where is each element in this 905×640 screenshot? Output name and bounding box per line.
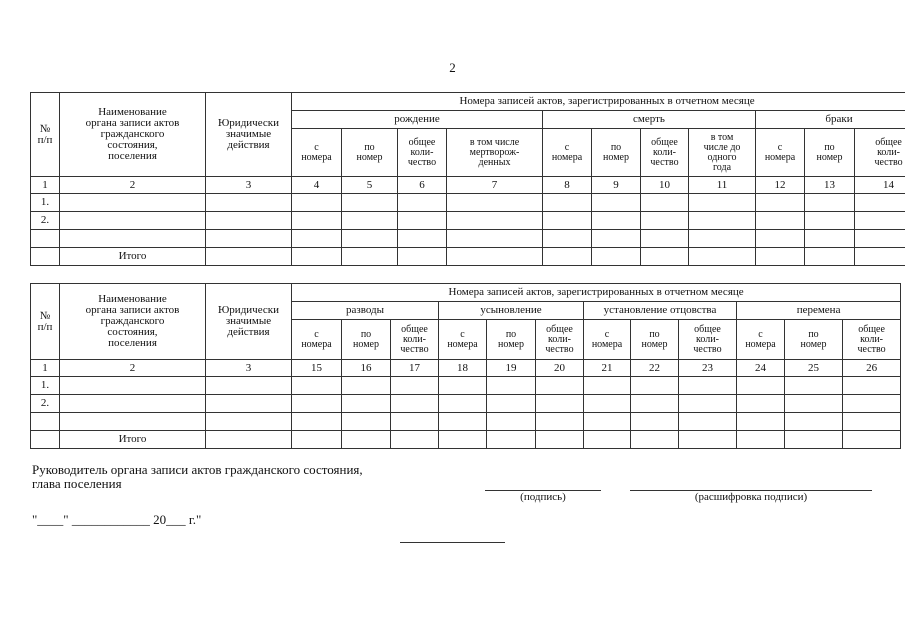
subheader-cell: с номера <box>439 320 487 360</box>
subheader-cell: с номера <box>543 129 592 177</box>
input-cell[interactable] <box>292 230 342 248</box>
subheader-cell: с номера <box>292 320 342 360</box>
column-number-cell: 3 <box>206 177 292 194</box>
input-cell[interactable] <box>584 395 631 413</box>
column-number-cell: 12 <box>756 177 805 194</box>
table-row <box>31 395 901 413</box>
subheader-cell: в том числе до одного года <box>689 129 756 177</box>
input-cell[interactable] <box>689 248 756 266</box>
input-cell[interactable] <box>60 212 206 230</box>
input-cell[interactable] <box>342 230 398 248</box>
input-cell[interactable] <box>785 431 843 449</box>
subheader-cell: по номер <box>592 129 641 177</box>
input-cell[interactable] <box>487 431 536 449</box>
input-cell[interactable] <box>342 413 391 431</box>
input-cell[interactable] <box>292 212 342 230</box>
column-number-cell: 5 <box>342 177 398 194</box>
column-number-cell: 13 <box>805 177 855 194</box>
column-number-cell: 24 <box>737 360 785 377</box>
input-cell[interactable] <box>60 413 206 431</box>
input-cell[interactable] <box>398 194 447 212</box>
input-cell[interactable] <box>756 230 805 248</box>
subheader-cell: по номер <box>631 320 679 360</box>
input-cell[interactable] <box>689 230 756 248</box>
input-cell[interactable] <box>737 413 785 431</box>
column-number-cell: 4 <box>292 177 342 194</box>
input-cell[interactable] <box>439 395 487 413</box>
column-number-cell: 1 <box>31 360 60 377</box>
total-label: Итого <box>60 431 206 449</box>
signatory-title: Руководитель органа записи актов гражданского состояния, глава поселения <box>32 462 363 491</box>
input-cell[interactable] <box>31 431 60 449</box>
column-number-cell: 17 <box>391 360 439 377</box>
input-cell[interactable] <box>679 377 737 395</box>
input-cell[interactable] <box>805 248 855 266</box>
input-cell[interactable] <box>592 194 641 212</box>
subheader-cell: по номер <box>785 320 843 360</box>
total-row <box>31 431 901 449</box>
input-cell[interactable] <box>631 377 679 395</box>
input-cell[interactable] <box>756 194 805 212</box>
input-cell[interactable] <box>785 395 843 413</box>
input-cell[interactable] <box>398 212 447 230</box>
input-cell[interactable] <box>855 230 905 248</box>
column-number-cell: 2 <box>60 177 206 194</box>
input-cell[interactable] <box>805 230 855 248</box>
input-cell[interactable] <box>206 194 292 212</box>
column-number-cell: 11 <box>689 177 756 194</box>
input-cell[interactable] <box>206 431 292 449</box>
subheader-cell: с номера <box>737 320 785 360</box>
input-cell[interactable] <box>292 395 342 413</box>
input-cell[interactable] <box>855 194 905 212</box>
group-header-divorce: разводы <box>292 302 439 320</box>
input-cell[interactable] <box>543 194 592 212</box>
row-number: 2. <box>31 212 60 230</box>
subheader-cell: общее коли- чество <box>391 320 439 360</box>
subheader-cell: общее коли- чество <box>855 129 905 177</box>
stamp-line <box>400 542 505 543</box>
input-cell[interactable] <box>584 413 631 431</box>
input-cell[interactable] <box>487 395 536 413</box>
input-cell[interactable] <box>855 212 905 230</box>
table-row <box>31 194 905 212</box>
input-cell[interactable] <box>60 230 206 248</box>
input-cell[interactable] <box>206 248 292 266</box>
input-cell[interactable] <box>592 230 641 248</box>
row-number: 2. <box>31 395 60 413</box>
column-number-cell: 9 <box>592 177 641 194</box>
column-number-cell: 7 <box>447 177 543 194</box>
input-cell[interactable] <box>855 248 905 266</box>
subheader-cell: по номер <box>487 320 536 360</box>
header-row <box>31 284 901 302</box>
input-cell[interactable] <box>689 212 756 230</box>
column-number-cell: 1 <box>31 177 60 194</box>
input-cell[interactable] <box>843 431 901 449</box>
input-cell[interactable] <box>447 248 543 266</box>
column-number-cell: 15 <box>292 360 342 377</box>
input-cell[interactable] <box>447 194 543 212</box>
col-header-number: № п/п <box>31 93 60 177</box>
input-cell[interactable] <box>543 248 592 266</box>
input-cell[interactable] <box>689 194 756 212</box>
input-cell[interactable] <box>292 413 342 431</box>
group-header-marriage: браки <box>756 111 905 129</box>
row-number <box>31 413 60 431</box>
input-cell[interactable] <box>679 431 737 449</box>
input-cell[interactable] <box>536 413 584 431</box>
column-number-cell: 20 <box>536 360 584 377</box>
acts-table-divorces-adoptions-paternity-changes <box>30 283 901 449</box>
input-cell[interactable] <box>60 395 206 413</box>
input-cell[interactable] <box>543 230 592 248</box>
subheader-cell: общее коли- чество <box>843 320 901 360</box>
input-cell[interactable] <box>487 413 536 431</box>
input-cell[interactable] <box>398 248 447 266</box>
column-number-cell: 26 <box>843 360 901 377</box>
input-cell[interactable] <box>391 395 439 413</box>
group-header-adoption: усыновление <box>439 302 584 320</box>
input-cell[interactable] <box>391 431 439 449</box>
column-number-cell: 19 <box>487 360 536 377</box>
input-cell[interactable] <box>641 248 689 266</box>
date-field[interactable]: "____" ____________ 20___ г." <box>32 512 202 527</box>
input-cell[interactable] <box>785 413 843 431</box>
input-cell[interactable] <box>679 413 737 431</box>
input-cell[interactable] <box>536 377 584 395</box>
subheader-cell: общее коли- чество <box>679 320 737 360</box>
input-cell[interactable] <box>487 377 536 395</box>
table-row <box>31 377 901 395</box>
header-row <box>31 93 905 111</box>
col-header-organization: Наименование органа записи актов гражданского состояния, поселения <box>60 93 206 177</box>
column-number-cell: 3 <box>206 360 292 377</box>
input-cell[interactable] <box>342 248 398 266</box>
input-cell[interactable] <box>543 212 592 230</box>
subheader-cell: общее коли- чество <box>641 129 689 177</box>
subheader-cell: с номера <box>584 320 631 360</box>
input-cell[interactable] <box>292 194 342 212</box>
total-row <box>31 248 905 266</box>
acts-table-births-deaths-marriages <box>30 92 905 266</box>
input-cell[interactable] <box>756 248 805 266</box>
input-cell[interactable] <box>391 413 439 431</box>
input-cell[interactable] <box>206 413 292 431</box>
input-cell[interactable] <box>391 377 439 395</box>
input-cell[interactable] <box>447 212 543 230</box>
table-row <box>31 212 905 230</box>
input-cell[interactable] <box>641 230 689 248</box>
col-header-records-span: Номера записей актов, зарегистрированных в отчетном месяце <box>292 93 905 111</box>
total-label: Итого <box>60 248 206 266</box>
column-number-cell: 25 <box>785 360 843 377</box>
input-cell[interactable] <box>342 377 391 395</box>
input-cell[interactable] <box>592 212 641 230</box>
subheader-cell: общее коли- чество <box>398 129 447 177</box>
group-header-change: перемена <box>737 302 901 320</box>
input-cell[interactable] <box>206 395 292 413</box>
page-number: 2 <box>449 60 456 75</box>
input-cell[interactable] <box>536 431 584 449</box>
input-cell[interactable] <box>641 194 689 212</box>
input-cell[interactable] <box>756 212 805 230</box>
signature-caption: (подпись) <box>520 491 566 503</box>
input-cell[interactable] <box>342 395 391 413</box>
input-cell[interactable] <box>398 230 447 248</box>
input-cell[interactable] <box>641 212 689 230</box>
input-cell[interactable] <box>631 395 679 413</box>
input-cell[interactable] <box>206 377 292 395</box>
input-cell[interactable] <box>584 377 631 395</box>
input-cell[interactable] <box>439 431 487 449</box>
col-header-actions: Юридически значимые действия <box>206 284 292 360</box>
subheader-cell: по номер <box>342 129 398 177</box>
input-cell[interactable] <box>536 395 584 413</box>
column-number-cell: 18 <box>439 360 487 377</box>
subheader-cell: по номер <box>342 320 391 360</box>
input-cell[interactable] <box>843 377 901 395</box>
table-row <box>31 230 905 248</box>
input-cell[interactable] <box>292 248 342 266</box>
col-header-records-span: Номера записей актов, зарегистрированных в отчетном месяце <box>292 284 901 302</box>
input-cell[interactable] <box>805 194 855 212</box>
input-cell[interactable] <box>805 212 855 230</box>
input-cell[interactable] <box>439 413 487 431</box>
subheader-cell: с номера <box>756 129 805 177</box>
input-cell[interactable] <box>439 377 487 395</box>
input-cell[interactable] <box>31 248 60 266</box>
input-cell[interactable] <box>60 194 206 212</box>
input-cell[interactable] <box>631 413 679 431</box>
group-header-birth: рождение <box>292 111 543 129</box>
group-header-paternity: установление отцовства <box>584 302 737 320</box>
column-number-cell: 23 <box>679 360 737 377</box>
signature-decoding-caption: (расшифровка подписи) <box>694 491 808 503</box>
subheader-cell: с номера <box>292 129 342 177</box>
input-cell[interactable] <box>631 431 679 449</box>
col-header-number: № п/п <box>31 284 60 360</box>
input-cell[interactable] <box>292 431 342 449</box>
col-header-actions: Юридически значимые действия <box>206 93 292 177</box>
input-cell[interactable] <box>737 377 785 395</box>
col-header-organization: Наименование органа записи актов гражданского состояния, поселения <box>60 284 206 360</box>
column-number-row <box>31 177 905 194</box>
column-number-cell: 6 <box>398 177 447 194</box>
input-cell[interactable] <box>447 230 543 248</box>
column-number-cell: 10 <box>641 177 689 194</box>
input-cell[interactable] <box>342 194 398 212</box>
column-number-row <box>31 360 901 377</box>
column-number-cell: 2 <box>60 360 206 377</box>
subheader-cell: общее коли- чество <box>536 320 584 360</box>
subheader-cell: по номер <box>805 129 855 177</box>
column-number-cell: 14 <box>855 177 905 194</box>
row-number <box>31 230 60 248</box>
column-number-cell: 8 <box>543 177 592 194</box>
input-cell[interactable] <box>60 377 206 395</box>
input-cell[interactable] <box>584 431 631 449</box>
input-cell[interactable] <box>737 431 785 449</box>
row-number: 1. <box>31 377 60 395</box>
column-number-cell: 22 <box>631 360 679 377</box>
column-number-cell: 21 <box>584 360 631 377</box>
input-cell[interactable] <box>206 212 292 230</box>
input-cell[interactable] <box>342 431 391 449</box>
input-cell[interactable] <box>679 395 737 413</box>
input-cell[interactable] <box>785 377 843 395</box>
input-cell[interactable] <box>737 395 785 413</box>
input-cell[interactable] <box>206 230 292 248</box>
column-number-cell: 16 <box>342 360 391 377</box>
input-cell[interactable] <box>843 395 901 413</box>
table-row <box>31 413 901 431</box>
subheader-cell: в том числе мертворож- денных <box>447 129 543 177</box>
input-cell[interactable] <box>592 248 641 266</box>
row-number: 1. <box>31 194 60 212</box>
input-cell[interactable] <box>292 377 342 395</box>
input-cell[interactable] <box>843 413 901 431</box>
input-cell[interactable] <box>342 212 398 230</box>
group-header-death: смерть <box>543 111 756 129</box>
